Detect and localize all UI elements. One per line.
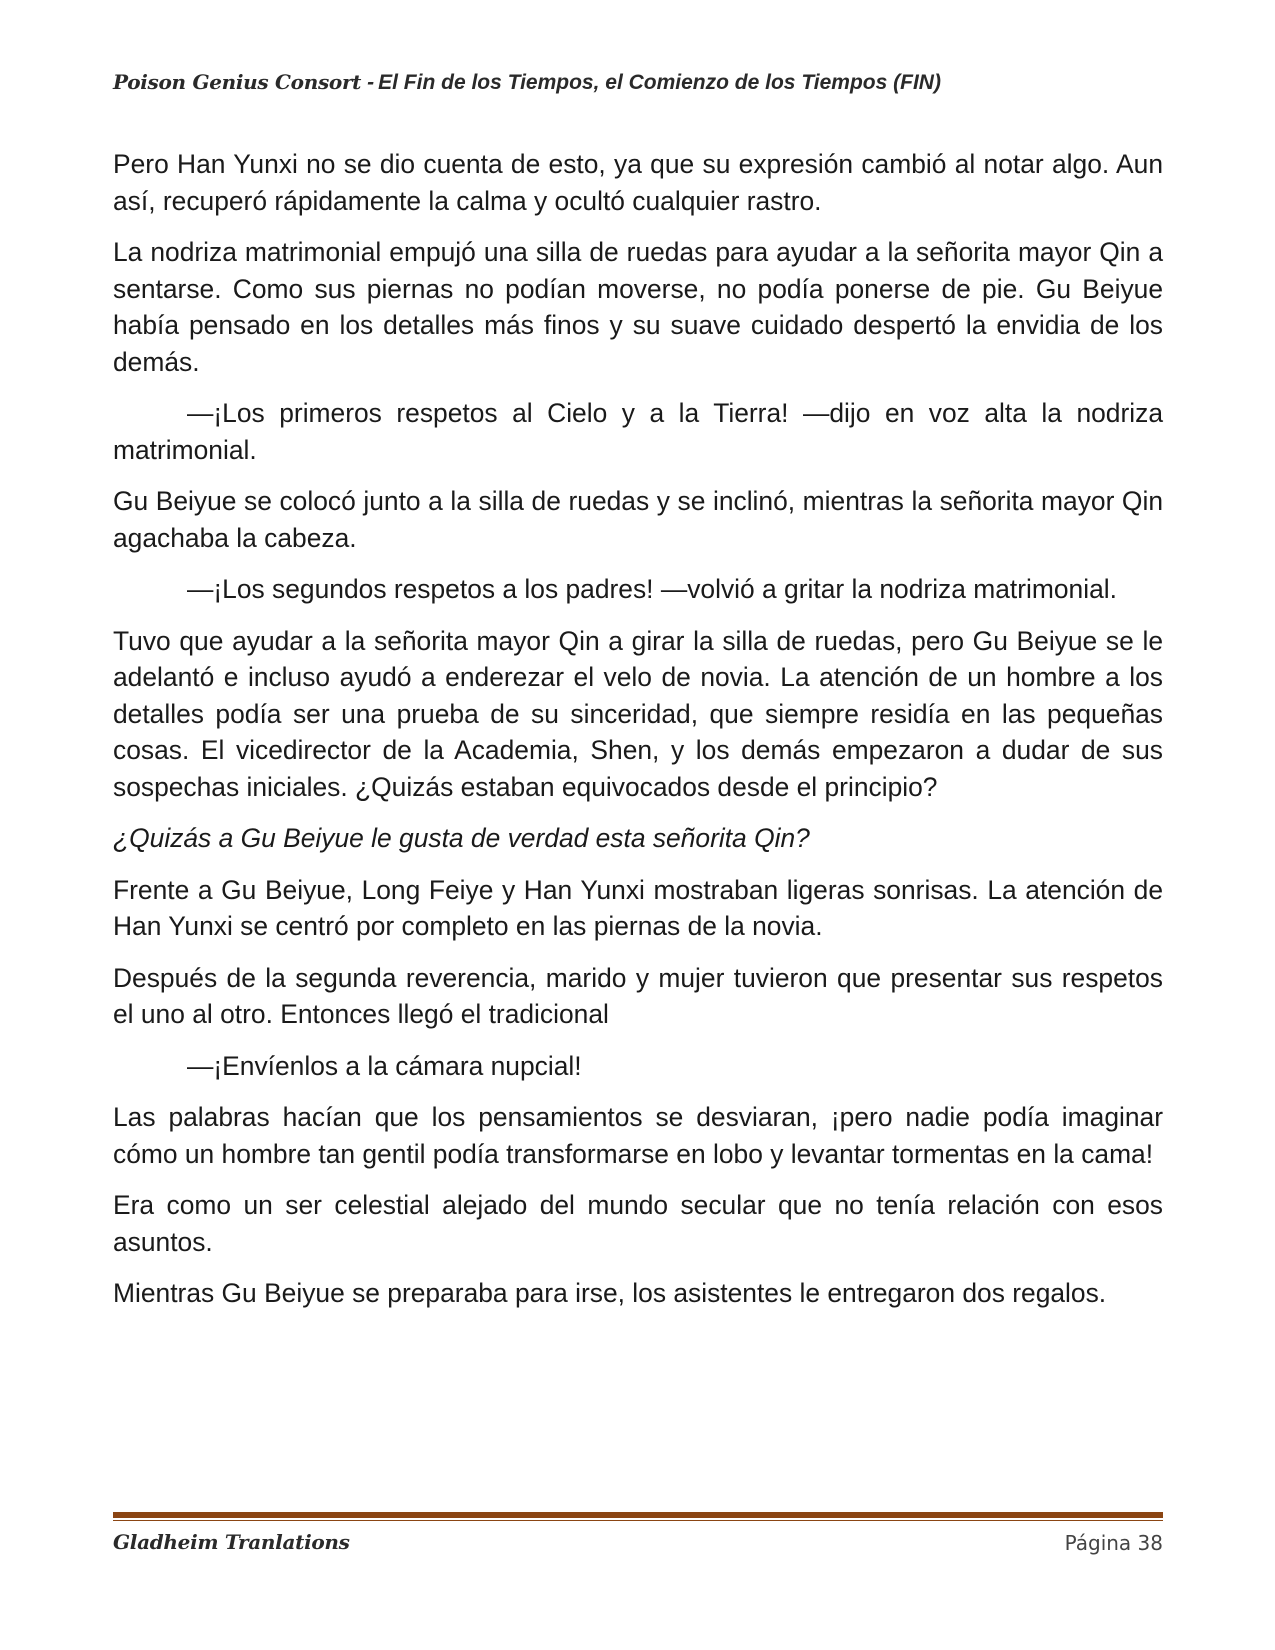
page-number: Página 38: [1064, 1531, 1163, 1555]
header-separator: -: [367, 71, 375, 94]
paragraph: Después de la segunda reverencia, marido y mujer tuvieron que presentar sus respetos el uno al otro. Entonces llegó el tradicional: [113, 962, 1163, 1029]
footer-divider-thin: [113, 1520, 1163, 1521]
paragraph: Tuvo que ayudar a la señorita mayor Qin a girar la silla de ruedas, pero Gu Beiyue se le adelantó e incluso ayudó a enderezar el velo de novia. La atención de un hombre a los detalles podía ser una prueba de su sinceridad, que siempre residía en las pequeñas cosas. El vicedirector de la Academia, Shen, y los demás empezaron a dudar de sus sospechas iniciales. ¿Quizás estaban equivocados desde el principio?: [113, 625, 1163, 802]
paragraph: Las palabras hacían que los pensamientos se desviaran, ¡pero nadie podía imaginar cómo un hombre tan gentil podía transformarse en lobo y levantar tormentas en la cama!: [113, 1102, 1163, 1169]
paragraph: Mientras Gu Beiyue se preparaba para irse, los asistentes le entregaron dos regalos.: [113, 1278, 1107, 1308]
chapter-title: El Fin de los Tiempos, el Comienzo de los Tiempos (FIN): [378, 71, 941, 94]
running-header: [113, 70, 1163, 95]
paragraph: Era como un ser celestial alejado del mundo secular que no tenía relación con esos asuntos.: [113, 1190, 1163, 1257]
footer-publisher: Gladheim Tranlations: [113, 1530, 350, 1554]
dialog-paragraph: —¡Envíenlos a la cámara nupcial!: [187, 1050, 582, 1081]
paragraph: La nodriza matrimonial empujó una silla de ruedas para ayudar a la señorita mayor Qin a sentarse. Como sus piernas no podían moverse, no podía ponerse de pie. Gu Beiyue había pensado en los detalles más finos y su suave cuidado despertó la envidia de los demás.: [113, 237, 1163, 377]
paragraph: Gu Beiyue se colocó junto a la silla de ruedas y se inclinó, mientras la señorita mayor Qin agachaba la cabeza.: [113, 486, 1163, 553]
dialog-paragraph: —¡Los primeros respetos al Cielo y a la Tierra! —dijo en voz alta la nodriza matrimonial.: [113, 398, 1163, 465]
book-title: Poison Genius Consort: [113, 70, 362, 94]
thought-paragraph: ¿Quizás a Gu Beiyue le gusta de verdad esta señorita Qin?: [113, 823, 810, 853]
footer-divider-thick: [113, 1512, 1163, 1518]
body-text: [113, 146, 1163, 1327]
dialog-paragraph: —¡Los segundos respetos a los padres! —volvió a gritar la nodriza matrimonial.: [187, 574, 1117, 604]
paragraph: Pero Han Yunxi no se dio cuenta de esto, ya que su expresión cambió al notar algo. Aun así, recuperó rápidamente la calma y ocultó cualquier rastro.: [113, 149, 1163, 216]
paragraph: Frente a Gu Beiyue, Long Feiye y Han Yunxi mostraban ligeras sonrisas. La atención de Han Yunxi se centró por completo en las piernas de la novia.: [113, 874, 1163, 941]
